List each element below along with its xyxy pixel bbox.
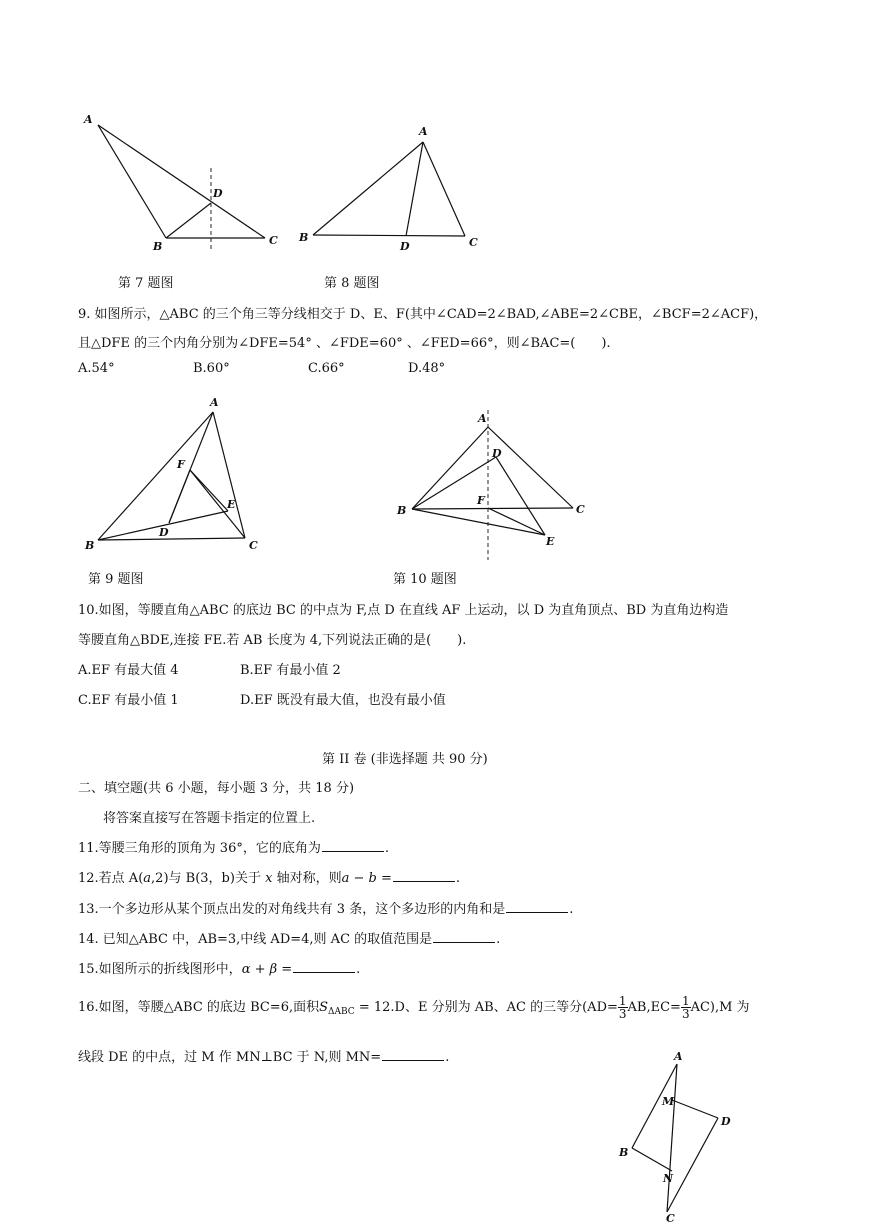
fig10-label-f: F [477,494,485,507]
q13: 13.一个多边形从某个顶点出发的对角线共有 3 条，这个多边形的内角和是 . [78,898,573,917]
q10-option-a: A.EF 有最大值 4 [78,663,179,678]
fig8-label-c: C [469,236,478,249]
section-instruction: 将答案直接写在答题卡指定的位置上. [103,811,316,826]
q12-answer-blank[interactable] [393,868,455,882]
fig10-label-e: E [546,535,555,548]
fig7-caption: 第 7 题图 [118,276,174,291]
figure-9 [80,395,270,555]
q11: 11.等腰三角形的顶角为 36°，它的底角为 . [78,837,389,856]
q15: 15.如图所示的折线图形中，α + β = . [78,958,360,977]
fig10-caption: 第 10 题图 [393,572,457,587]
fig9-label-e: E [227,498,236,511]
fig8-label-a: A [419,125,428,138]
fig9-label-a: A [210,396,219,409]
q11-text: 11.等腰三角形的顶角为 36°，它的底角为 [78,841,321,856]
q9-option-b: B.60° [193,361,230,376]
fig16-label-b: B [619,1146,629,1159]
fig9-label-c: C [249,539,258,552]
q16-line1: 16.如图，等腰△ABC 的底边 BC=6,面积$S_{\Delta ABC} = 12.D$、E 分别为 AB、AC 的三等分(AD= $\frac{1}{3}$ AB,EC= $\frac{1}{3}$ AC),M 为 [78,994,750,1021]
fig10-label-b: B [397,504,407,517]
q15-answer-blank[interactable] [293,959,355,973]
fig10-label-c: C [576,503,585,516]
fig9-label-b: B [85,539,95,552]
fig7-label-c: C [269,234,278,247]
fig8-caption: 第 8 题图 [324,276,380,291]
fig10-label-d: D [492,447,502,460]
part2-title: 第 II 卷 (非选择题 共 90 分) [322,752,488,767]
section-heading: 二、填空题(共 6 小题，每小题 3 分，共 18 分) [78,781,355,796]
fig8-label-b: B [299,231,309,244]
q16-answer-blank[interactable] [382,1047,444,1061]
fig9-caption: 第 9 题图 [88,572,144,587]
fig7-label-d: D [213,187,223,200]
fig9-label-d: D [159,526,169,539]
q10-text-line1: 10.如图，等腰直角△ABC 的底边 BC 的中点为 F,点 D 在直线 AF 上运动，以 D 为直角顶点、BD 为直角边构造 [78,603,729,618]
q12: 12.若点 A(a,2)与 B(3，b)关于 x 轴对称，则a − b = . [78,867,460,886]
fig8-label-d: D [400,240,410,253]
figure-16 [610,1048,760,1226]
fig16-label-c: C [666,1212,675,1225]
fig16-label-d: D [721,1115,731,1128]
q14: 14. 已知△ABC 中，AB=3,中线 AD=4,则 AC 的取值范围是 . [78,928,500,947]
fig7-label-b: B [153,240,163,253]
q9-text-line2: 且△DFE 的三个内角分别为∠DFE=54° 、∠FDE=60° 、∠FED=66°，则∠BAC=( ). [78,336,611,351]
q16-line2: 线段 DE 的中点，过 M 作 MN⊥BC 于 N,则 MN= . [78,1046,449,1065]
q10-option-d: D.EF 既没有最大值，也没有最小值 [240,693,446,708]
q10-text-line2: 等腰直角△BDE,连接 FE.若 AB 长度为 4,下列说法正确的是( ). [78,633,467,648]
fig16-label-m: M [662,1095,675,1108]
figure-7 [80,110,290,255]
q14-answer-blank[interactable] [433,929,495,943]
q10-option-c: C.EF 有最小值 1 [78,693,179,708]
fig7-label-a: A [84,113,93,126]
fig10-label-a: A [478,412,487,425]
figure-8 [295,120,495,255]
q9-option-d: D.48° [408,361,446,376]
q11-answer-blank[interactable] [322,838,384,852]
figure-10 [390,405,600,565]
q9-text-line1: 9. 如图所示，△ABC 的三个角三等分线相交于 D、E、F(其中∠CAD=2∠BAD,∠ABE=2∠CBE，∠BCF=2∠ACF)， [78,307,768,322]
q13-answer-blank[interactable] [506,899,568,913]
fraction-one-third-2: $\frac{1}{3}$ [681,994,690,1021]
q9-option-c: C.66° [308,361,345,376]
fig16-label-n: N [663,1172,674,1185]
fig16-label-a: A [674,1050,683,1063]
fraction-one-third: $\frac{1}{3}$ [618,994,627,1021]
q9-option-a: A.54° [78,361,115,376]
q10-option-b: B.EF 有最小值 2 [240,663,341,678]
fig9-label-f: F [177,458,185,471]
